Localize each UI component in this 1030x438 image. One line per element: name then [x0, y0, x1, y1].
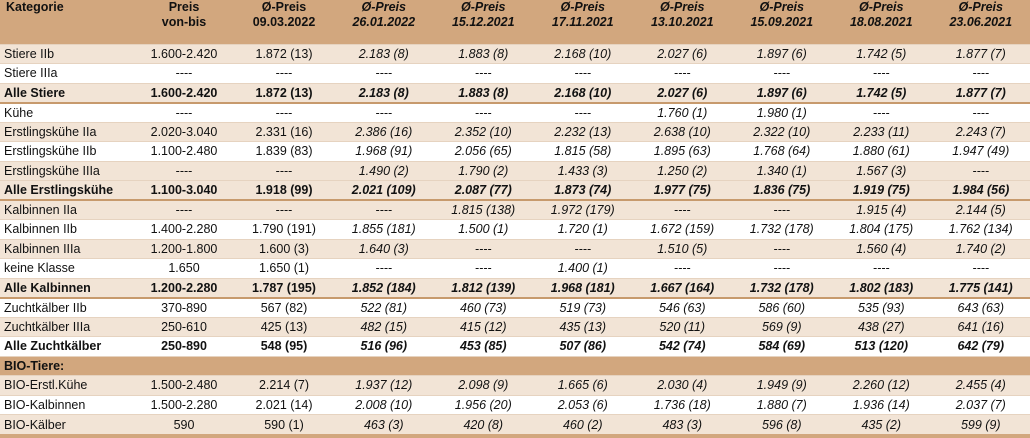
avg-price-cell: 2.087 (77) [454, 183, 512, 197]
avg-price-cell: 1.672 (159) [650, 222, 715, 237]
table-row [0, 64, 1030, 84]
avg-price-cell: 596 (8) [761, 417, 802, 432]
avg-price-cell: ---- [972, 66, 990, 81]
category-cell: Zuchtkälber IIIa [4, 319, 91, 334]
avg-price-cell: ---- [972, 163, 990, 178]
avg-price-cell: 1.915 (4) [856, 203, 907, 217]
avg-price-cell: ---- [275, 203, 293, 217]
avg-price-cell: 415 (12) [459, 319, 507, 334]
avg-price-cell: ---- [275, 105, 293, 120]
header-preis: Preis von-bis [161, 0, 207, 29]
avg-price-cell: 2.008 (10) [355, 397, 413, 412]
avg-price-cell: 1.895 (63) [653, 144, 711, 159]
avg-price-cell: 1.720 (1) [557, 222, 608, 237]
price-range-cell: 590 [173, 417, 195, 432]
avg-price-cell: 584 (69) [758, 339, 806, 354]
avg-price-cell: 1.433 (3) [557, 163, 608, 178]
avg-price-cell [931, 356, 1030, 376]
avg-price-cell: 516 (96) [360, 339, 408, 354]
avg-price-cell: 542 (74) [658, 339, 706, 354]
avg-price-cell: 1.919 (75) [852, 183, 910, 197]
avg-price-cell: 2.056 (65) [454, 144, 512, 159]
avg-price-cell: 1.984 (56) [952, 183, 1010, 197]
avg-price-cell: 460 (2) [562, 417, 603, 432]
price-range-cell: 1.100-2.480 [150, 144, 218, 159]
avg-price-cell: 1.839 (83) [255, 144, 313, 159]
avg-price-cell: ---- [275, 66, 293, 81]
category-cell: BIO-Erstl.Kühe [4, 378, 88, 393]
avg-price-cell: ---- [474, 261, 492, 276]
avg-price-cell: 1.640 (3) [358, 241, 409, 256]
avg-price-cell: ---- [375, 66, 393, 81]
avg-price-cell: 1.968 (91) [355, 144, 413, 159]
header-kategorie: Kategorie [6, 0, 64, 14]
avg-price-cell: 1.790 (191) [252, 222, 316, 237]
avg-price-cell: ---- [375, 261, 393, 276]
category-cell: Alle Kalbinnen [4, 280, 91, 295]
avg-price-cell: 1.500 (1) [458, 222, 509, 237]
avg-price-cell: 463 (3) [363, 417, 404, 432]
price-range-cell: 1.400-2.280 [150, 222, 218, 237]
price-range-cell: ---- [175, 163, 193, 178]
avg-price-cell [732, 356, 832, 376]
avg-price-cell: 2.455 (4) [955, 378, 1006, 393]
category-cell: Alle Erstlingskühe [4, 183, 114, 197]
avg-price-cell: ---- [673, 66, 691, 81]
avg-price-cell: 2.322 (10) [753, 124, 811, 139]
table-row [0, 142, 1030, 162]
avg-price-cell: 2.243 (7) [955, 124, 1006, 139]
avg-price-cell: 1.740 (2) [955, 241, 1006, 256]
avg-price-cell: 1.880 (7) [756, 397, 807, 412]
price-range-cell: 370-890 [161, 300, 207, 315]
category-cell: BIO-Kälber [4, 417, 66, 432]
avg-price-cell: 2.168 (10) [554, 46, 612, 61]
avg-price-cell: 2.386 (16) [355, 124, 413, 139]
avg-price-cell: 2.168 (10) [554, 85, 612, 100]
total-row [0, 337, 1030, 357]
avg-price-cell: ---- [773, 241, 791, 256]
table-row [0, 200, 1030, 220]
avg-price-cell: 1.667 (164) [650, 280, 715, 295]
category-cell: keine Klasse [4, 261, 75, 276]
avg-price-cell: ---- [673, 203, 691, 217]
table-row [0, 395, 1030, 415]
table-row [0, 103, 1030, 123]
avg-price-cell: ---- [275, 163, 293, 178]
avg-price-cell: 1.972 (179) [550, 203, 615, 217]
avg-price-cell: 460 (73) [459, 300, 507, 315]
avg-price-cell: ---- [972, 261, 990, 276]
avg-price-cell: 435 (13) [559, 319, 607, 334]
section-header-row [0, 356, 1030, 376]
avg-price-cell: 1.872 (13) [255, 85, 313, 100]
header-date-col: Ø-Preis 15.12.2021 [451, 0, 515, 29]
category-cell: Kühe [4, 105, 34, 120]
avg-price-cell: ---- [574, 66, 592, 81]
table-row [0, 259, 1030, 279]
avg-price-cell: ---- [872, 66, 890, 81]
avg-price-cell: ---- [972, 105, 990, 120]
avg-price-cell: 1.947 (49) [952, 144, 1010, 159]
avg-price-cell: 1.877 (7) [955, 85, 1006, 100]
category-cell: Alle Stiere [4, 85, 66, 100]
avg-price-cell: 1.490 (2) [358, 163, 409, 178]
avg-price-cell: 1.872 (13) [255, 46, 313, 61]
total-row [0, 278, 1030, 298]
table-header [0, 0, 1030, 44]
header-date-col: Ø-Preis 17.11.2021 [551, 0, 614, 29]
avg-price-cell: 590 (1) [264, 417, 304, 432]
table-row [0, 220, 1030, 240]
avg-price-cell: 2.021 (109) [351, 183, 416, 197]
avg-price-cell: ---- [773, 261, 791, 276]
avg-price-cell: 2.144 (5) [955, 203, 1006, 217]
avg-price-cell: 1.600 (3) [258, 241, 310, 256]
avg-price-cell: 1.880 (61) [852, 144, 910, 159]
avg-price-cell: 1.883 (8) [458, 85, 509, 100]
avg-price-cell: 1.665 (6) [557, 378, 608, 393]
price-range-cell: 1.200-2.280 [150, 280, 218, 295]
avg-price-cell: ---- [773, 66, 791, 81]
total-row [0, 181, 1030, 201]
avg-price-cell: 1.936 (14) [852, 397, 910, 412]
avg-price-cell: 2.331 (16) [255, 124, 313, 139]
avg-price-cell: ---- [773, 203, 791, 217]
avg-price-cell: 1.567 (3) [856, 163, 907, 178]
price-range-cell: 1.200-1.800 [150, 241, 218, 256]
avg-price-cell: 2.027 (6) [657, 85, 708, 100]
category-cell: BIO-Tiere: [4, 358, 65, 373]
avg-price-cell: 548 (95) [260, 339, 308, 354]
avg-price-cell: 435 (2) [861, 417, 902, 432]
table-row [0, 44, 1030, 64]
header-date-col: Ø-Preis 23.06.2021 [949, 0, 1013, 29]
category-cell: Kalbinnen IIa [4, 203, 77, 217]
header-date-col: Ø-Preis 26.01.2022 [352, 0, 416, 29]
header-date-col: Ø-Preis 13.10.2021 [650, 0, 714, 29]
avg-price-cell: 1.977 (75) [653, 183, 711, 197]
avg-price-cell: 1.937 (12) [355, 378, 413, 393]
price-range-cell: 1.100-3.040 [150, 183, 218, 197]
category-cell: Erstlingskühe IIIa [4, 163, 100, 178]
avg-price-cell: 520 (11) [659, 319, 706, 334]
avg-price-cell: 1.949 (9) [756, 378, 807, 393]
avg-price-cell: 2.037 (7) [955, 397, 1006, 412]
avg-price-cell: 1.812 (139) [451, 280, 516, 295]
avg-price-cell: 1.918 (99) [255, 183, 313, 197]
avg-price-cell: 1.732 (178) [749, 222, 814, 237]
avg-price-cell: 1.400 (1) [557, 261, 608, 276]
avg-price-cell [832, 356, 932, 376]
avg-price-cell [234, 356, 334, 376]
avg-price-cell: 1.802 (183) [849, 280, 914, 295]
avg-price-cell: 586 (60) [758, 300, 806, 315]
avg-price-cell: 482 (15) [360, 319, 408, 334]
avg-price-cell: 2.233 (11) [853, 124, 910, 139]
avg-price-cell: ---- [574, 241, 592, 256]
price-range-cell: 1.500-2.480 [150, 378, 218, 393]
avg-price-cell: 1.897 (6) [756, 85, 807, 100]
avg-price-cell: ---- [375, 105, 393, 120]
price-range-cell [134, 356, 234, 376]
avg-price-cell: 2.021 (14) [255, 397, 313, 412]
avg-price-cell: 2.638 (10) [653, 124, 711, 139]
avg-price-cell: 1.836 (75) [753, 183, 811, 197]
header-date-col: Ø-Preis 09.03.2022 [252, 0, 316, 29]
table-body [0, 44, 1030, 434]
price-range-cell: 1.600-2.420 [150, 46, 218, 61]
avg-price-cell: 2.053 (6) [557, 397, 608, 412]
avg-price-cell: 438 (27) [857, 319, 905, 334]
table-row [0, 239, 1030, 259]
avg-price-cell: 1.736 (18) [653, 397, 711, 412]
avg-price-cell: 1.510 (5) [657, 241, 708, 256]
avg-price-cell: ---- [474, 66, 492, 81]
avg-price-cell: ---- [872, 105, 890, 120]
category-cell: Stiere IIIa [4, 66, 58, 81]
price-range-cell: 250-610 [161, 319, 207, 334]
avg-price-cell: ---- [375, 203, 393, 217]
price-range-cell: 1.650 [168, 261, 200, 276]
avg-price-cell: 1.742 (5) [856, 46, 907, 61]
avg-price-cell: 1.732 (178) [749, 280, 814, 295]
avg-price-cell: 642 (79) [957, 339, 1005, 354]
category-cell: Kalbinnen IIb [4, 222, 77, 237]
avg-price-cell: 2.260 (12) [852, 378, 910, 393]
avg-price-cell: 1.877 (7) [955, 46, 1006, 61]
price-range-cell: ---- [175, 105, 193, 120]
avg-price-cell: ---- [872, 261, 890, 276]
avg-price-cell: 546 (63) [658, 300, 706, 315]
avg-price-cell: 2.183 (8) [358, 85, 409, 100]
avg-price-cell: 1.968 (181) [550, 280, 615, 295]
avg-price-cell: 1.815 (138) [451, 203, 516, 217]
table-row [0, 161, 1030, 181]
avg-price-cell: 522 (81) [360, 300, 408, 315]
avg-price-cell: 2.232 (13) [554, 124, 612, 139]
avg-price-cell: 2.214 (7) [258, 378, 310, 393]
table-row [0, 415, 1030, 435]
table-row [0, 376, 1030, 396]
avg-price-cell: 643 (63) [957, 300, 1005, 315]
avg-price-cell: 1.760 (1) [657, 105, 708, 120]
avg-price-cell: 2.183 (8) [358, 46, 409, 61]
avg-price-cell: 425 (13) [260, 319, 308, 334]
avg-price-cell: ---- [574, 105, 592, 120]
avg-price-cell [633, 356, 733, 376]
price-range-cell: 1.600-2.420 [150, 85, 218, 100]
price-range-cell: 1.500-2.280 [150, 397, 218, 412]
avg-price-cell: 1.956 (20) [454, 397, 512, 412]
avg-price-cell [533, 356, 633, 376]
avg-price-cell: 1.250 (2) [657, 163, 708, 178]
avg-price-cell: 1.897 (6) [756, 46, 807, 61]
avg-price-cell: 1.873 (74) [554, 183, 612, 197]
avg-price-cell: 1.852 (184) [351, 280, 416, 295]
avg-price-cell: 1.560 (4) [856, 241, 907, 256]
avg-price-cell: 453 (85) [459, 339, 507, 354]
avg-price-cell: 2.098 (9) [458, 378, 509, 393]
avg-price-cell: 507 (86) [559, 339, 607, 354]
avg-price-cell: 1.340 (1) [756, 163, 807, 178]
avg-price-cell: 1.815 (58) [554, 144, 612, 159]
avg-price-cell: 641 (16) [957, 319, 1005, 334]
avg-price-cell [334, 356, 434, 376]
avg-price-cell: 1.855 (181) [351, 222, 416, 237]
table-row [0, 317, 1030, 337]
header-date-col: Ø-Preis 15.09.2021 [750, 0, 814, 29]
avg-price-cell: 2.352 (10) [454, 124, 512, 139]
avg-price-cell: 420 (8) [463, 417, 504, 432]
avg-price-cell: 1.883 (8) [458, 46, 509, 61]
category-cell: Zuchtkälber IIb [4, 300, 87, 315]
avg-price-cell: 2.030 (4) [657, 378, 708, 393]
category-cell: Alle Zuchtkälber [4, 339, 102, 354]
avg-price-cell: 2.027 (6) [657, 46, 708, 61]
price-range-cell: 2.020-3.040 [150, 124, 218, 139]
avg-price-cell: 1.787 (195) [252, 280, 316, 295]
category-cell: BIO-Kalbinnen [4, 397, 86, 412]
total-row [0, 83, 1030, 103]
avg-price-cell: 1.650 (1) [258, 261, 310, 276]
price-range-cell: 250-890 [161, 339, 207, 354]
header-date-col: Ø-Preis 18.08.2021 [849, 0, 913, 29]
category-cell: Erstlingskühe IIb [4, 144, 97, 159]
avg-price-cell: 1.762 (134) [948, 222, 1013, 237]
table-row [0, 298, 1030, 318]
avg-price-cell: 569 (9) [761, 319, 802, 334]
avg-price-cell: 519 (73) [559, 300, 607, 315]
avg-price-cell: 599 (9) [960, 417, 1001, 432]
avg-price-cell: 1.804 (175) [849, 222, 914, 237]
category-cell: Erstlingskühe IIa [4, 124, 97, 139]
category-cell: Kalbinnen IIIa [4, 241, 81, 256]
bottom-divider [0, 434, 1030, 438]
avg-price-cell: ---- [673, 261, 691, 276]
avg-price-cell: 1.790 (2) [458, 163, 509, 178]
avg-price-cell: 567 (82) [260, 300, 308, 315]
header-row [0, 0, 1030, 44]
avg-price-cell: 1.980 (1) [756, 105, 807, 120]
category-cell: Stiere IIb [4, 46, 55, 61]
avg-price-cell: ---- [474, 241, 492, 256]
avg-price-cell: 535 (93) [857, 300, 905, 315]
table-row [0, 122, 1030, 142]
avg-price-cell: 513 (120) [854, 339, 908, 354]
avg-price-cell [434, 356, 534, 376]
avg-price-cell: 1.742 (5) [856, 85, 907, 100]
price-range-cell: ---- [175, 203, 193, 217]
avg-price-cell: 1.775 (141) [948, 280, 1013, 295]
avg-price-cell: ---- [474, 105, 492, 120]
price-range-cell: ---- [175, 66, 193, 81]
avg-price-cell: 1.768 (64) [753, 144, 811, 159]
avg-price-cell: 483 (3) [662, 417, 703, 432]
